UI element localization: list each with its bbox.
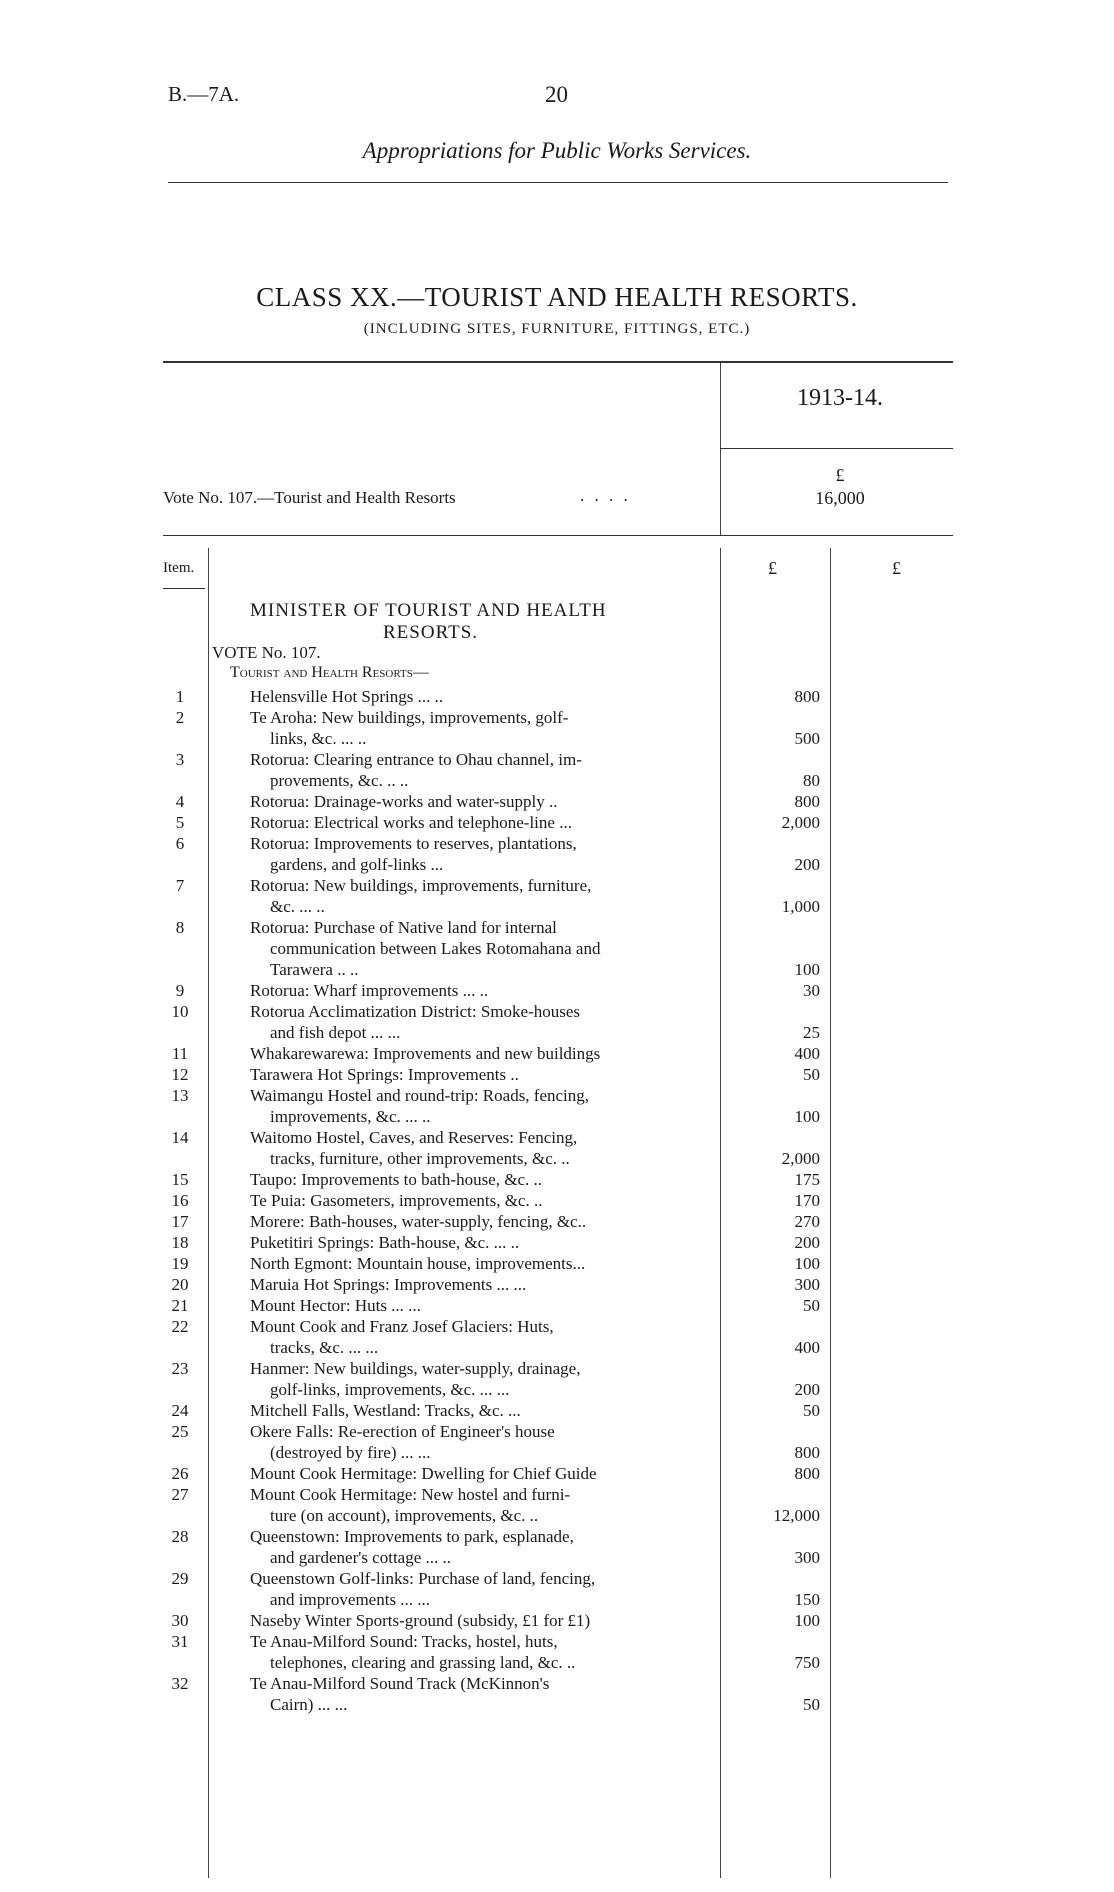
item-amount: 200 (794, 1380, 820, 1399)
item-number: 30 (171, 1611, 189, 1630)
item-description-line: and improvements ... ... (270, 1590, 431, 1609)
item-number: 29 (171, 1569, 189, 1588)
item-number: 13 (171, 1086, 189, 1105)
item-description-line: Mount Cook Hermitage: New hostel and furni- (250, 1485, 571, 1504)
item-description (250, 1400, 712, 1421)
item-amount: 100 (794, 960, 820, 979)
year-rule (720, 448, 953, 449)
item-amount: 800 (794, 1443, 820, 1462)
vote-dots: . . . . (580, 486, 631, 505)
header-rule (168, 182, 948, 183)
item-description (250, 917, 712, 980)
item-amount: 25 (803, 1023, 820, 1042)
item-amount: 200 (794, 1233, 820, 1252)
item-number: 4 (175, 792, 185, 811)
item-description-line: Te Anau-Milford Sound Track (McKinnon's (250, 1674, 550, 1693)
item-description-line: Waitomo Hostel, Caves, and Reserves: Fencing, (250, 1128, 578, 1147)
item-amount: 2,000 (781, 813, 820, 832)
item-amount: 400 (794, 1338, 820, 1357)
item-number: 14 (171, 1128, 189, 1147)
item-number: 23 (171, 1359, 189, 1378)
item-column-header: Item. (163, 560, 195, 576)
vote-label: Vote No. 107.—Tourist and Health Resorts (163, 488, 456, 507)
item-number: 28 (171, 1527, 189, 1546)
item-description-line: Rotorua: Wharf improvements ... .. (250, 981, 489, 1000)
item-description-line: Rotorua: Purchase of Native land for internal (250, 918, 557, 937)
item-description-line: communication between Lakes Rotomahana and (270, 939, 601, 958)
item-description (250, 791, 712, 812)
item-description (250, 1001, 712, 1043)
item-number: 7 (175, 876, 185, 895)
item-description-line: North Egmont: Mountain house, improvements... (250, 1254, 586, 1273)
item-description-line: Maruia Hot Springs: Improvements ... ... (250, 1275, 527, 1294)
item-description-line: Rotorua: Drainage-works and water-supply .. (250, 792, 558, 811)
item-number: 9 (175, 981, 185, 1000)
item-description (250, 1211, 712, 1232)
class-rule (163, 361, 953, 363)
amount-column-divider (830, 548, 831, 1878)
class-title: CLASS XX.—TOURIST AND HEALTH RESORTS. (256, 282, 858, 312)
item-number: 20 (171, 1275, 189, 1294)
item-amount: 100 (794, 1254, 820, 1273)
item-description (250, 1610, 712, 1631)
item-description-line: Rotorua Acclimatization District: Smoke-houses (250, 1002, 581, 1021)
item-description (250, 1085, 712, 1127)
item-number: 2 (175, 708, 185, 727)
item-number: 11 (171, 1044, 189, 1063)
item-number: 6 (175, 834, 185, 853)
item-amount: 300 (794, 1548, 820, 1567)
total-column-currency: £ (892, 558, 901, 578)
item-column-divider (208, 548, 209, 1878)
item-description-line: Te Puia: Gasometers, improvements, &c. .. (250, 1191, 543, 1210)
item-amount: 300 (794, 1275, 820, 1294)
item-number: 8 (175, 918, 185, 937)
item-description (250, 1673, 712, 1715)
item-amount: 50 (803, 1695, 820, 1714)
minister-heading-continued: RESORTS. (383, 622, 479, 643)
item-description-line: Rotorua: Clearing entrance to Ohau channel, im- (250, 750, 582, 769)
running-title: Appropriations for Public Works Services. (362, 138, 752, 163)
item-description (250, 875, 712, 917)
item-amount: 12,000 (773, 1506, 820, 1525)
item-number: 21 (171, 1296, 189, 1315)
item-description-line: tracks, furniture, other improvements, &c. .. (270, 1149, 570, 1168)
item-description (250, 1169, 712, 1190)
item-amount: 750 (794, 1653, 820, 1672)
summary-rule (163, 535, 953, 536)
amount-column-currency: £ (768, 558, 777, 578)
item-amount: 800 (794, 687, 820, 706)
item-description-line: Puketitiri Springs: Bath-house, &c. ... .. (250, 1233, 520, 1252)
item-amount: 1,000 (781, 897, 820, 916)
item-description-line: Te Anau-Milford Sound: Tracks, hostel, huts, (250, 1632, 558, 1651)
item-description (250, 707, 712, 749)
item-amount: 30 (803, 981, 820, 1000)
item-description-line: Whakarewarewa: Improvements and new buildings (250, 1044, 601, 1063)
item-number: 24 (171, 1401, 189, 1420)
item-header-underline (163, 588, 205, 589)
item-number: 31 (171, 1632, 189, 1651)
item-description-line: Okere Falls: Re-erection of Engineer's house (250, 1422, 555, 1441)
item-number: 10 (171, 1002, 189, 1021)
item-description (250, 1463, 712, 1484)
item-description-line: tracks, &c. ... ... (270, 1338, 379, 1357)
item-amount: 100 (794, 1611, 820, 1630)
item-description-line: improvements, &c. ... .. (270, 1107, 431, 1126)
minister-heading: MINISTER OF TOURIST AND HEALTH (250, 600, 607, 621)
item-amount: 80 (803, 771, 820, 790)
description-column-divider (720, 548, 721, 1878)
class-subtitle: (INCLUDING SITES, FURNITURE, FITTINGS, ETC.) (363, 321, 751, 337)
item-number: 17 (171, 1212, 189, 1231)
item-description-line: Rotorua: New buildings, improvements, furniture, (250, 876, 592, 895)
item-description-line: Te Aroha: New buildings, improvements, golf- (250, 708, 569, 727)
item-description (250, 1253, 712, 1274)
item-description-line: Mitchell Falls, Westland: Tracks, &c. ... (250, 1401, 521, 1420)
item-description (250, 1043, 712, 1064)
item-amount: 170 (794, 1191, 820, 1210)
item-description (250, 1421, 712, 1463)
item-description-line: Rotorua: Electrical works and telephone-line ... (250, 813, 572, 832)
item-description (250, 812, 712, 833)
item-description-line: &c. ... .. (270, 897, 325, 916)
item-number: 12 (171, 1065, 189, 1084)
item-amount: 100 (794, 1107, 820, 1126)
item-description-line: Rotorua: Improvements to reserves, plantations, (250, 834, 577, 853)
item-amount: 800 (794, 1464, 820, 1483)
year-heading: 1913-14. (797, 385, 883, 411)
item-description-line: links, &c. ... .. (270, 729, 367, 748)
item-number: 27 (171, 1485, 189, 1504)
item-amount: 50 (803, 1296, 820, 1315)
item-description-line: Taupo: Improvements to bath-house, &c. .. (250, 1170, 542, 1189)
item-description-line: Helensville Hot Springs ... .. (250, 687, 444, 706)
item-amount: 50 (803, 1065, 820, 1084)
item-description (250, 1274, 712, 1295)
item-amount: 50 (803, 1401, 820, 1420)
item-description (250, 1484, 712, 1526)
item-number: 16 (171, 1191, 189, 1210)
item-description-line: Waimangu Hostel and round-trip: Roads, fencing, (250, 1086, 590, 1105)
item-description-line: and fish depot ... ... (270, 1023, 401, 1042)
vote-amount: 16,000 (815, 488, 865, 508)
item-number: 25 (171, 1422, 189, 1441)
item-description (250, 980, 712, 1001)
item-description (250, 1190, 712, 1211)
item-description-line: Tarawera .. .. (270, 960, 359, 979)
item-description-line: Queenstown Golf-links: Purchase of land, fencing, (250, 1569, 596, 1588)
item-amount: 200 (794, 855, 820, 874)
item-description-line: golf-links, improvements, &c. ... ... (270, 1380, 510, 1399)
item-description (250, 1631, 712, 1673)
item-number: 5 (175, 813, 185, 832)
item-description (250, 1316, 712, 1358)
item-description (250, 1127, 712, 1169)
item-number: 1 (175, 687, 185, 706)
item-description-line: gardens, and golf-links ... (270, 855, 444, 874)
item-number: 3 (175, 750, 185, 769)
item-description-line: Naseby Winter Sports-ground (subsidy, £1 for £1) (250, 1611, 591, 1630)
item-description-line: ture (on account), improvements, &c. .. (270, 1506, 539, 1525)
item-description-line: Hanmer: New buildings, water-supply, drainage, (250, 1359, 581, 1378)
item-description (250, 749, 712, 791)
item-number: 19 (171, 1254, 189, 1273)
item-description-line: Mount Cook and Franz Josef Glaciers: Huts, (250, 1317, 554, 1336)
item-amount: 400 (794, 1044, 820, 1063)
item-description-line: Morere: Bath-houses, water-supply, fencing, &c.. (250, 1212, 587, 1231)
summary-currency: £ (835, 465, 845, 485)
item-description-line: (destroyed by fire) ... ... (270, 1443, 431, 1462)
item-description (250, 833, 712, 875)
item-description-line: telephones, clearing and grassing land, &c. .. (270, 1653, 576, 1672)
item-amount: 800 (794, 792, 820, 811)
item-description (250, 1568, 712, 1610)
item-description-line: provements, &c. .. .. (270, 771, 409, 790)
item-description-line: Mount Cook Hermitage: Dwelling for Chief Guide (250, 1464, 597, 1483)
item-description (250, 1295, 712, 1316)
item-number: 18 (171, 1233, 189, 1252)
page-number: 20 (545, 82, 568, 107)
item-amount: 2,000 (781, 1149, 820, 1168)
item-amount: 270 (794, 1212, 820, 1231)
document-code: B.—7A. (168, 82, 240, 106)
item-description (250, 1358, 712, 1400)
item-amount: 150 (794, 1590, 820, 1609)
vote-heading: VOTE No. 107. (212, 643, 321, 662)
item-description (250, 1232, 712, 1253)
item-number: 22 (171, 1317, 189, 1336)
item-description (250, 1526, 712, 1568)
item-description (250, 1064, 712, 1085)
item-number: 32 (171, 1674, 189, 1693)
item-amount: 175 (794, 1170, 820, 1189)
item-description-line: Queenstown: Improvements to park, esplanade, (250, 1527, 574, 1546)
item-description-line: Tarawera Hot Springs: Improvements .. (250, 1065, 519, 1084)
item-amount: 500 (794, 729, 820, 748)
item-description (250, 686, 712, 707)
item-description-line: Cairn) ... ... (270, 1695, 348, 1714)
item-description-line: and gardener's cottage ... .. (270, 1548, 452, 1567)
item-description-line: Mount Hector: Huts ... ... (250, 1296, 421, 1315)
section-heading: Tourist and Health Resorts— (230, 664, 429, 681)
item-number: 26 (171, 1464, 189, 1483)
item-number: 15 (171, 1170, 189, 1189)
